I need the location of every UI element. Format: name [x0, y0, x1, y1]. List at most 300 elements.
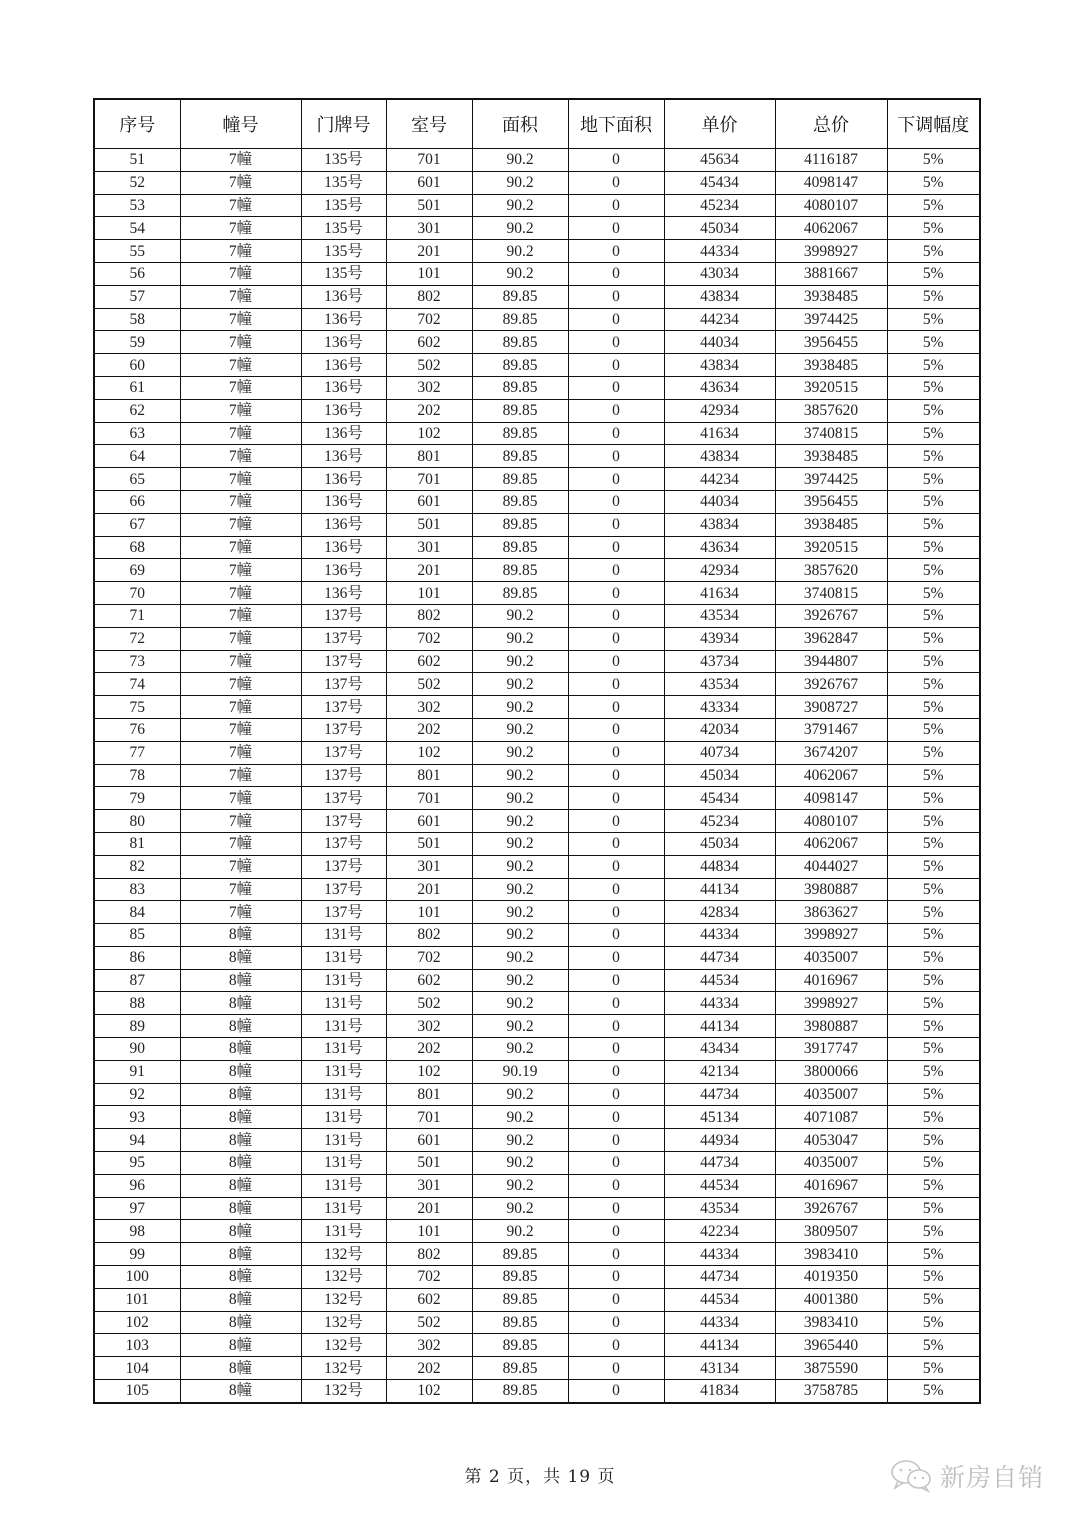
cell-reduction: 5%	[887, 992, 980, 1015]
cell-basement-area: 0	[568, 354, 664, 377]
cell-door-no: 136号	[301, 536, 386, 559]
cell-building: 8幢	[180, 1038, 301, 1061]
cell-building: 8幢	[180, 1357, 301, 1380]
cell-area: 90.2	[472, 696, 568, 719]
cell-basement-area: 0	[568, 1015, 664, 1038]
table-row	[94, 946, 980, 969]
cell-total-price: 3938485	[775, 354, 887, 377]
cell-reduction: 5%	[887, 1015, 980, 1038]
cell-area: 89.85	[472, 399, 568, 422]
cell-building: 7幢	[180, 650, 301, 673]
cell-seq: 76	[94, 718, 180, 741]
cell-door-no: 131号	[301, 1152, 386, 1175]
cell-unit-price: 41634	[664, 422, 775, 445]
cell-door-no: 135号	[301, 240, 386, 263]
cell-unit-price: 44334	[664, 1311, 775, 1334]
table-row	[94, 240, 980, 263]
cell-total-price: 3962847	[775, 627, 887, 650]
cell-reduction: 5%	[887, 787, 980, 810]
cell-seq: 70	[94, 582, 180, 605]
cell-area: 89.85	[472, 422, 568, 445]
cell-basement-area: 0	[568, 194, 664, 217]
cell-basement-area: 0	[568, 445, 664, 468]
cell-building: 7幢	[180, 536, 301, 559]
table-body	[94, 149, 980, 1403]
cell-room-no: 601	[386, 171, 472, 194]
cell-seq: 99	[94, 1243, 180, 1266]
cell-room-no: 702	[386, 946, 472, 969]
cell-room-no: 202	[386, 1038, 472, 1061]
cell-reduction: 5%	[887, 650, 980, 673]
cell-seq: 91	[94, 1060, 180, 1083]
cell-total-price: 3863627	[775, 901, 887, 924]
cell-area: 89.85	[472, 354, 568, 377]
cell-door-no: 131号	[301, 1197, 386, 1220]
table-row	[94, 582, 980, 605]
table-row	[94, 787, 980, 810]
cell-room-no: 201	[386, 240, 472, 263]
table-row	[94, 901, 980, 924]
cell-reduction: 5%	[887, 1357, 980, 1380]
cell-area: 90.2	[472, 1083, 568, 1106]
cell-reduction: 5%	[887, 240, 980, 263]
cell-door-no: 136号	[301, 422, 386, 445]
cell-seq: 88	[94, 992, 180, 1015]
table-row	[94, 1106, 980, 1129]
cell-reduction: 5%	[887, 1197, 980, 1220]
cell-building: 7幢	[180, 787, 301, 810]
cell-total-price: 3926767	[775, 1197, 887, 1220]
cell-seq: 64	[94, 445, 180, 468]
cell-area: 90.2	[472, 171, 568, 194]
cell-area: 90.2	[472, 650, 568, 673]
cell-unit-price: 43334	[664, 696, 775, 719]
cell-total-price: 4016967	[775, 1174, 887, 1197]
cell-building: 7幢	[180, 764, 301, 787]
cell-room-no: 202	[386, 399, 472, 422]
cell-building: 7幢	[180, 171, 301, 194]
cell-seq: 85	[94, 924, 180, 947]
price-table-container	[93, 98, 979, 1404]
cell-seq: 75	[94, 696, 180, 719]
cell-building: 7幢	[180, 513, 301, 536]
cell-building: 7幢	[180, 832, 301, 855]
cell-basement-area: 0	[568, 992, 664, 1015]
cell-basement-area: 0	[568, 1129, 664, 1152]
cell-basement-area: 0	[568, 901, 664, 924]
cell-unit-price: 45234	[664, 194, 775, 217]
cell-door-no: 131号	[301, 924, 386, 947]
cell-door-no: 131号	[301, 992, 386, 1015]
cell-reduction: 5%	[887, 468, 980, 491]
cell-seq: 65	[94, 468, 180, 491]
cell-reduction: 5%	[887, 171, 980, 194]
cell-total-price: 3920515	[775, 376, 887, 399]
cell-unit-price: 44134	[664, 1015, 775, 1038]
cell-building: 7幢	[180, 331, 301, 354]
cell-reduction: 5%	[887, 1038, 980, 1061]
cell-total-price: 3974425	[775, 308, 887, 331]
cell-unit-price: 43434	[664, 1038, 775, 1061]
cell-basement-area: 0	[568, 627, 664, 650]
cell-basement-area: 0	[568, 604, 664, 627]
cell-seq: 66	[94, 490, 180, 513]
cell-room-no: 301	[386, 217, 472, 240]
cell-unit-price: 44134	[664, 878, 775, 901]
cell-door-no: 137号	[301, 718, 386, 741]
cell-building: 8幢	[180, 1129, 301, 1152]
cell-area: 90.2	[472, 764, 568, 787]
cell-reduction: 5%	[887, 582, 980, 605]
cell-total-price: 3920515	[775, 536, 887, 559]
cell-building: 8幢	[180, 969, 301, 992]
cell-unit-price: 44334	[664, 992, 775, 1015]
cell-building: 8幢	[180, 946, 301, 969]
table-row	[94, 285, 980, 308]
cell-building: 7幢	[180, 354, 301, 377]
cell-area: 89.85	[472, 1334, 568, 1357]
cell-building: 8幢	[180, 1015, 301, 1038]
cell-door-no: 132号	[301, 1266, 386, 1289]
cell-basement-area: 0	[568, 924, 664, 947]
cell-building: 7幢	[180, 149, 301, 172]
cell-building: 7幢	[180, 673, 301, 696]
cell-basement-area: 0	[568, 1220, 664, 1243]
cell-reduction: 5%	[887, 810, 980, 833]
cell-room-no: 602	[386, 650, 472, 673]
header-room-no: 室号	[386, 99, 472, 149]
price-table	[93, 98, 981, 1404]
cell-reduction: 5%	[887, 1334, 980, 1357]
table-row	[94, 399, 980, 422]
cell-reduction: 5%	[887, 718, 980, 741]
cell-unit-price: 43834	[664, 285, 775, 308]
cell-basement-area: 0	[568, 741, 664, 764]
cell-unit-price: 44734	[664, 1083, 775, 1106]
cell-room-no: 301	[386, 536, 472, 559]
cell-basement-area: 0	[568, 468, 664, 491]
cell-seq: 77	[94, 741, 180, 764]
header-building: 幢号	[180, 99, 301, 149]
cell-building: 8幢	[180, 1174, 301, 1197]
cell-building: 7幢	[180, 445, 301, 468]
cell-room-no: 101	[386, 262, 472, 285]
cell-seq: 90	[94, 1038, 180, 1061]
cell-area: 90.2	[472, 718, 568, 741]
cell-room-no: 101	[386, 1220, 472, 1243]
table-row	[94, 445, 980, 468]
cell-unit-price: 44734	[664, 1152, 775, 1175]
cell-door-no: 136号	[301, 376, 386, 399]
cell-total-price: 4098147	[775, 171, 887, 194]
cell-building: 8幢	[180, 1152, 301, 1175]
cell-area: 89.85	[472, 1311, 568, 1334]
cell-building: 7幢	[180, 901, 301, 924]
cell-building: 7幢	[180, 262, 301, 285]
cell-unit-price: 43534	[664, 1197, 775, 1220]
table-row	[94, 1060, 980, 1083]
cell-seq: 60	[94, 354, 180, 377]
cell-reduction: 5%	[887, 422, 980, 445]
cell-building: 8幢	[180, 1334, 301, 1357]
cell-area: 90.2	[472, 604, 568, 627]
cell-area: 89.85	[472, 1357, 568, 1380]
cell-seq: 58	[94, 308, 180, 331]
cell-total-price: 3998927	[775, 924, 887, 947]
cell-door-no: 132号	[301, 1311, 386, 1334]
cell-room-no: 602	[386, 331, 472, 354]
cell-total-price: 3740815	[775, 582, 887, 605]
cell-building: 8幢	[180, 1060, 301, 1083]
cell-door-no: 136号	[301, 331, 386, 354]
cell-door-no: 131号	[301, 946, 386, 969]
cell-building: 7幢	[180, 810, 301, 833]
cell-basement-area: 0	[568, 285, 664, 308]
cell-basement-area: 0	[568, 1243, 664, 1266]
cell-basement-area: 0	[568, 513, 664, 536]
cell-unit-price: 45034	[664, 217, 775, 240]
cell-reduction: 5%	[887, 1106, 980, 1129]
cell-area: 90.2	[472, 1106, 568, 1129]
cell-room-no: 702	[386, 308, 472, 331]
cell-door-no: 132号	[301, 1243, 386, 1266]
cell-unit-price: 43834	[664, 513, 775, 536]
cell-basement-area: 0	[568, 1106, 664, 1129]
cell-seq: 55	[94, 240, 180, 263]
table-row	[94, 149, 980, 172]
cell-door-no: 131号	[301, 969, 386, 992]
cell-unit-price: 45634	[664, 149, 775, 172]
cell-room-no: 501	[386, 513, 472, 536]
cell-seq: 93	[94, 1106, 180, 1129]
cell-area: 90.2	[472, 878, 568, 901]
cell-area: 90.2	[472, 627, 568, 650]
table-row	[94, 536, 980, 559]
cell-unit-price: 43834	[664, 354, 775, 377]
cell-seq: 59	[94, 331, 180, 354]
cell-basement-area: 0	[568, 1083, 664, 1106]
cell-building: 7幢	[180, 194, 301, 217]
cell-basement-area: 0	[568, 582, 664, 605]
cell-basement-area: 0	[568, 490, 664, 513]
cell-seq: 103	[94, 1334, 180, 1357]
cell-reduction: 5%	[887, 924, 980, 947]
cell-unit-price: 43634	[664, 376, 775, 399]
cell-total-price: 4001380	[775, 1288, 887, 1311]
cell-total-price: 4019350	[775, 1266, 887, 1289]
table-row	[94, 1220, 980, 1243]
table-row	[94, 513, 980, 536]
cell-seq: 82	[94, 855, 180, 878]
table-row	[94, 171, 980, 194]
cell-building: 7幢	[180, 741, 301, 764]
cell-building: 7幢	[180, 376, 301, 399]
cell-reduction: 5%	[887, 696, 980, 719]
cell-seq: 57	[94, 285, 180, 308]
table-row	[94, 1152, 980, 1175]
cell-door-no: 136号	[301, 399, 386, 422]
cell-room-no: 102	[386, 422, 472, 445]
cell-total-price: 4071087	[775, 1106, 887, 1129]
table-row	[94, 1015, 980, 1038]
cell-door-no: 135号	[301, 217, 386, 240]
cell-unit-price: 44534	[664, 1288, 775, 1311]
cell-area: 90.2	[472, 1220, 568, 1243]
cell-room-no: 802	[386, 285, 472, 308]
table-row	[94, 855, 980, 878]
cell-building: 7幢	[180, 855, 301, 878]
cell-total-price: 3983410	[775, 1311, 887, 1334]
cell-area: 90.2	[472, 149, 568, 172]
cell-door-no: 137号	[301, 810, 386, 833]
cell-room-no: 202	[386, 1357, 472, 1380]
cell-door-no: 136号	[301, 285, 386, 308]
cell-area: 90.19	[472, 1060, 568, 1083]
cell-reduction: 5%	[887, 1129, 980, 1152]
cell-reduction: 5%	[887, 149, 980, 172]
cell-seq: 84	[94, 901, 180, 924]
cell-total-price: 4080107	[775, 810, 887, 833]
cell-basement-area: 0	[568, 171, 664, 194]
cell-total-price: 3944807	[775, 650, 887, 673]
cell-seq: 94	[94, 1129, 180, 1152]
table-row	[94, 1380, 980, 1403]
cell-room-no: 302	[386, 1015, 472, 1038]
cell-basement-area: 0	[568, 810, 664, 833]
table-row	[94, 1038, 980, 1061]
table-row	[94, 354, 980, 377]
cell-unit-price: 42234	[664, 1220, 775, 1243]
cell-reduction: 5%	[887, 536, 980, 559]
cell-basement-area: 0	[568, 832, 664, 855]
cell-unit-price: 43834	[664, 445, 775, 468]
cell-seq: 72	[94, 627, 180, 650]
cell-basement-area: 0	[568, 559, 664, 582]
cell-total-price: 4035007	[775, 1083, 887, 1106]
cell-seq: 100	[94, 1266, 180, 1289]
cell-unit-price: 44934	[664, 1129, 775, 1152]
cell-door-no: 137号	[301, 650, 386, 673]
cell-building: 7幢	[180, 285, 301, 308]
cell-reduction: 5%	[887, 878, 980, 901]
cell-room-no: 502	[386, 992, 472, 1015]
cell-reduction: 5%	[887, 832, 980, 855]
cell-basement-area: 0	[568, 331, 664, 354]
cell-building: 7幢	[180, 582, 301, 605]
cell-total-price: 4044027	[775, 855, 887, 878]
cell-unit-price: 43534	[664, 604, 775, 627]
cell-room-no: 101	[386, 582, 472, 605]
watermark	[890, 1458, 1044, 1494]
cell-area: 90.2	[472, 992, 568, 1015]
cell-total-price: 3974425	[775, 468, 887, 491]
cell-building: 7幢	[180, 559, 301, 582]
cell-area: 90.2	[472, 787, 568, 810]
cell-seq: 71	[94, 604, 180, 627]
cell-total-price: 3980887	[775, 1015, 887, 1038]
cell-reduction: 5%	[887, 354, 980, 377]
cell-door-no: 131号	[301, 1083, 386, 1106]
table-row	[94, 1266, 980, 1289]
cell-room-no: 302	[386, 696, 472, 719]
cell-total-price: 3938485	[775, 285, 887, 308]
cell-unit-price: 44334	[664, 240, 775, 263]
cell-building: 8幢	[180, 1083, 301, 1106]
cell-total-price: 3998927	[775, 240, 887, 263]
cell-door-no: 132号	[301, 1288, 386, 1311]
cell-door-no: 137号	[301, 604, 386, 627]
cell-basement-area: 0	[568, 1038, 664, 1061]
cell-total-price: 3917747	[775, 1038, 887, 1061]
cell-area: 90.2	[472, 1152, 568, 1175]
cell-building: 7幢	[180, 399, 301, 422]
cell-door-no: 132号	[301, 1357, 386, 1380]
cell-total-price: 4062067	[775, 832, 887, 855]
cell-total-price: 4016967	[775, 969, 887, 992]
cell-reduction: 5%	[887, 1266, 980, 1289]
cell-room-no: 602	[386, 1288, 472, 1311]
table-row	[94, 308, 980, 331]
cell-area: 89.85	[472, 285, 568, 308]
cell-area: 90.2	[472, 240, 568, 263]
page-number-label: 第 2 页，共 19 页	[464, 1467, 616, 1487]
cell-seq: 98	[94, 1220, 180, 1243]
cell-unit-price: 44034	[664, 490, 775, 513]
cell-door-no: 136号	[301, 513, 386, 536]
cell-area: 89.85	[472, 536, 568, 559]
cell-building: 7幢	[180, 240, 301, 263]
cell-total-price: 3926767	[775, 673, 887, 696]
cell-seq: 81	[94, 832, 180, 855]
cell-total-price: 3938485	[775, 513, 887, 536]
cell-total-price: 4035007	[775, 1152, 887, 1175]
cell-total-price: 3857620	[775, 559, 887, 582]
cell-room-no: 802	[386, 924, 472, 947]
cell-building: 8幢	[180, 1197, 301, 1220]
cell-door-no: 131号	[301, 1015, 386, 1038]
cell-unit-price: 42834	[664, 901, 775, 924]
cell-door-no: 136号	[301, 559, 386, 582]
cell-door-no: 131号	[301, 1106, 386, 1129]
cell-basement-area: 0	[568, 262, 664, 285]
cell-seq: 92	[94, 1083, 180, 1106]
cell-unit-price: 44734	[664, 946, 775, 969]
cell-basement-area: 0	[568, 718, 664, 741]
cell-unit-price: 43734	[664, 650, 775, 673]
cell-door-no: 137号	[301, 696, 386, 719]
cell-unit-price: 44534	[664, 969, 775, 992]
cell-reduction: 5%	[887, 946, 980, 969]
cell-area: 89.85	[472, 1266, 568, 1289]
cell-reduction: 5%	[887, 445, 980, 468]
cell-door-no: 136号	[301, 354, 386, 377]
cell-building: 7幢	[180, 604, 301, 627]
cell-room-no: 202	[386, 718, 472, 741]
cell-building: 8幢	[180, 1106, 301, 1129]
cell-reduction: 5%	[887, 673, 980, 696]
cell-building: 8幢	[180, 992, 301, 1015]
cell-unit-price: 42934	[664, 399, 775, 422]
cell-basement-area: 0	[568, 240, 664, 263]
cell-door-no: 137号	[301, 764, 386, 787]
cell-door-no: 136号	[301, 308, 386, 331]
cell-area: 90.2	[472, 217, 568, 240]
cell-seq: 79	[94, 787, 180, 810]
cell-total-price: 3881667	[775, 262, 887, 285]
cell-seq: 52	[94, 171, 180, 194]
cell-area: 90.2	[472, 1129, 568, 1152]
cell-basement-area: 0	[568, 308, 664, 331]
